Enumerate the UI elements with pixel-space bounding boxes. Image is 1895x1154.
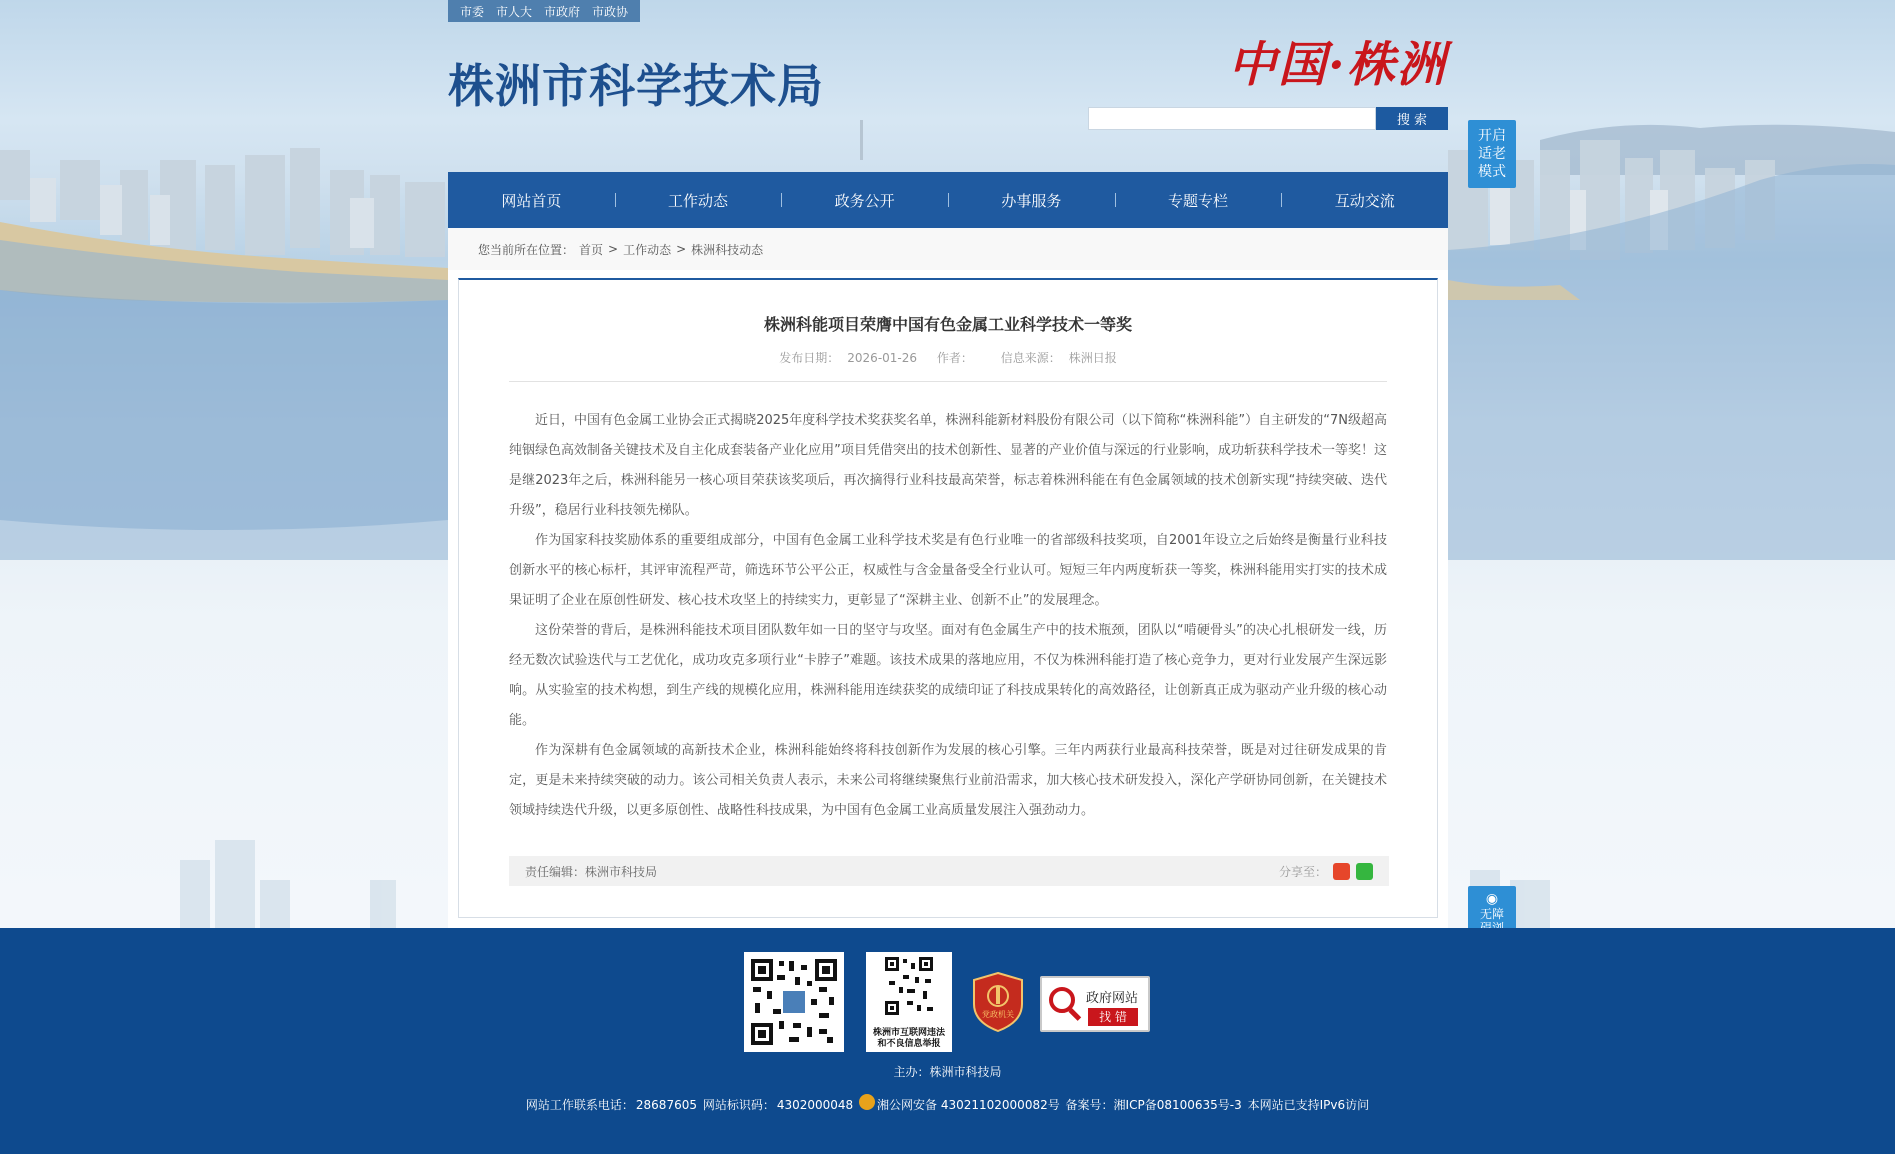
source: 株洲日报 — [1068, 351, 1117, 365]
source-label: 信息来源： — [1000, 351, 1061, 365]
article — [458, 278, 1438, 918]
nav-government-affairs[interactable]: 政务公开 — [781, 190, 948, 211]
nav-interaction[interactable]: 互动交流 — [1281, 190, 1448, 211]
sponsor: 主办：株洲市科技局 — [893, 1065, 1002, 1079]
nav-special-topics[interactable]: 专题专栏 — [1115, 190, 1282, 211]
weibo-share-icon[interactable] — [1333, 863, 1350, 880]
brand-calligraphy-logo: 中国·株洲 — [1228, 37, 1447, 93]
article-title: 株洲科能项目荣膺中国有色金属工业科学技术一等奖 — [763, 315, 1132, 334]
top-link-party[interactable]: 市委 — [460, 4, 485, 19]
phone-label: 网站工作联系电话： — [525, 1098, 634, 1112]
editor-name: 株洲市科技局 — [585, 864, 658, 879]
article-paragraph: 这份荣誉的背后，是株洲科能技术项目团队数年如一日的坚守与攻坚。面对有色金属生产中的技术瓶颈，团队以“啃硬骨头”的决心扎根研发一线，历经无数次试验迭代与工艺优化，成功攻克多项行业“卡脖子”难题。该技术成果的落地应用，不仅为株洲科能打造了核心竞争力，更对行业发展产生深远影响。从实验室的技术构想，到生产线的规模化应用，株洲科能用连续获奖的成绩印证了科技成果转化的高效路径，让创新真正成为驱动产业升级的核心动能。 — [509, 623, 1387, 728]
footer — [0, 928, 1895, 1154]
site-title: 株洲市科学技术局 — [448, 59, 824, 113]
breadcrumb-separator: > — [608, 242, 619, 256]
article-paragraph: 作为深耕有色金属领域的高新技术企业，株洲科能始终将科技创新作为发展的核心引擎。三年内两获行业最高科技荣誉，既是对过往研发成果的肯定，更是未来持续突破的动力。该公司相关负责人表示，未来公司将继续聚焦行业前沿需求，加大核心技术研发投入，深化产学研协同创新，在关键技术领域持续迭代升级，以更多原创性、战略性科技成果，为中国有色金属工业高质量发展注入强劲动力。 — [509, 743, 1387, 818]
share-label: 分享至： — [1278, 864, 1327, 879]
breadcrumb-home[interactable]: 首页 — [579, 242, 604, 257]
editor-label: 责任编辑： — [525, 864, 586, 879]
search-input[interactable] — [1088, 107, 1376, 130]
top-links-bar — [448, 0, 640, 22]
breadcrumb-tech-news[interactable]: 株洲科技动态 — [691, 242, 764, 257]
article-meta — [459, 349, 1437, 366]
find-error-action: 找 错 — [1088, 1008, 1138, 1026]
main-nav — [448, 172, 1448, 228]
elder-mode-button[interactable]: 开启适老模式 — [1468, 120, 1516, 188]
nav-services[interactable]: 办事服务 — [948, 190, 1115, 211]
search-button[interactable]: 搜 索 — [1376, 107, 1448, 130]
article-paragraph: 近日，中国有色金属工业协会正式揭晓2025年度科学技术奖获奖名单，株洲科能新材料股份有限公司（以下简称“株洲科能”）自主研发的“7N级超高纯铟绿色高效制备关键技术及自主化成套装备产业化应用”项目凭借突出的技术创新性、显著的产业价值与深远的行业影响，成功斩获科学技术一等奖！这是继2023年之后，株洲科能另一核心项目荣获该奖项后，再次摘得行业科技最高荣誉，标志着株洲科能在有色金属领域的技术创新实现“持续突破、迭代升级”，稳居行业科技领先梯队。 — [509, 413, 1387, 518]
police-record[interactable]: 湘公网安备 43021102000082号 — [877, 1098, 1060, 1112]
site-id-label: 网站标识码： — [702, 1098, 775, 1112]
nav-home[interactable]: 网站首页 — [501, 191, 562, 210]
breadcrumb-separator: > — [676, 242, 687, 256]
article-body — [509, 406, 1387, 826]
search-bar — [1088, 107, 1448, 130]
qr-caption-line: 和不良信息举报 — [877, 1039, 941, 1049]
publish-date: 2026-01-26 — [847, 351, 918, 365]
qr-code-icon — [871, 957, 947, 1017]
accessible-label: 无障 — [1479, 907, 1504, 921]
eye-icon: ◉ — [1485, 891, 1499, 907]
author-label: 作者： — [936, 351, 973, 365]
site-id: 4302000048 — [776, 1098, 854, 1112]
editor-info — [525, 863, 657, 880]
party-government-label: 党政机关 — [982, 1010, 1014, 1019]
find-error-title: 政府网站 — [1086, 991, 1139, 1006]
wechat-qr-code — [744, 952, 844, 1052]
ipv6-support: 本网站已支持IPv6访问 — [1247, 1098, 1370, 1112]
divider — [509, 381, 1387, 382]
article-paragraph: 作为国家科技奖励体系的重要组成部分，中国有色金属工业科学技术奖是有色行业唯一的省部级科技奖项，自2001年设立之后始终是衡量行业科技创新水平的核心标杆，其评审流程严苛，筛选环节公平公正，权威性与含金量备受全行业认可。短短三年内两度斩获一等奖，株洲科能用实打实的技术成果证明了企业在原创性研发、核心技术攻坚上的持续实力，更彰显了“深耕主业、创新不止”的发展理念。 — [509, 533, 1387, 608]
report-qr-code — [866, 952, 952, 1052]
report-qr-caption — [866, 1028, 952, 1050]
nav-work-news[interactable]: 工作动态 — [615, 190, 782, 211]
phone: 28687605 — [635, 1098, 697, 1112]
top-link-government[interactable]: 市政府 — [544, 4, 581, 19]
breadcrumb — [448, 228, 1448, 270]
main-content — [448, 228, 1448, 928]
qr-code-icon — [749, 957, 839, 1047]
date-label: 发布日期： — [779, 351, 840, 365]
icp-record[interactable]: 备案号：湘ICP备08100635号-3 — [1065, 1098, 1242, 1112]
party-government-badge[interactable] — [972, 972, 1024, 1032]
shield-icon — [972, 972, 1024, 1032]
find-error-badge[interactable] — [1040, 976, 1150, 1032]
article-footer — [509, 856, 1389, 886]
share-bar — [1279, 863, 1373, 880]
breadcrumb-prefix: 您当前所在位置： — [478, 242, 575, 257]
magnifier-icon — [1046, 984, 1086, 1024]
breadcrumb-work-news[interactable]: 工作动态 — [623, 242, 672, 257]
police-badge-icon — [859, 1094, 875, 1110]
footer-info — [0, 1096, 1895, 1114]
qr-caption-line: 株洲市互联网违法 — [872, 1028, 945, 1038]
top-link-cppcc[interactable]: 市政协 — [592, 4, 629, 19]
wechat-share-icon[interactable] — [1356, 863, 1373, 880]
top-link-congress[interactable]: 市人大 — [496, 4, 533, 19]
